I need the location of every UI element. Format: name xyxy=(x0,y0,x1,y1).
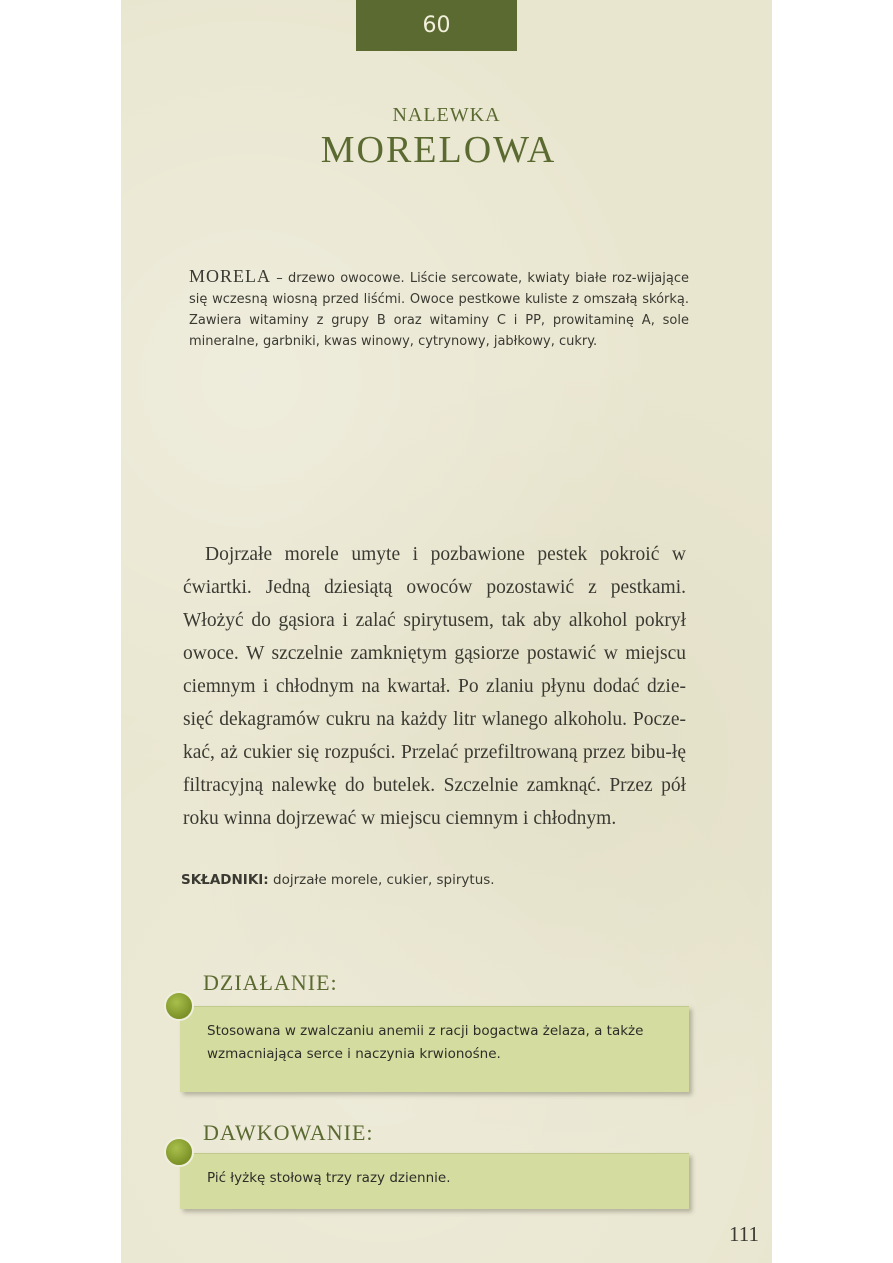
ingredients-line xyxy=(181,872,701,888)
recipe-number-tab xyxy=(356,0,517,51)
ingredients-label: SKŁADNIKI: xyxy=(181,872,269,888)
recipe-subtitle: NALEWKA xyxy=(392,104,501,126)
book-page xyxy=(121,0,772,1263)
dosage-bullet-icon xyxy=(164,1137,194,1167)
page-number: 111 xyxy=(729,1222,759,1246)
action-box xyxy=(180,1006,689,1092)
recipe-number: 60 xyxy=(422,13,451,38)
action-text: Stosowana w zwalczaniu anemii z racji bogactwa żelaza, a także wzmacniająca serce i naczynia krwionośne. xyxy=(207,1023,644,1062)
ingredients-text: dojrzałe morele, cukier, spirytus. xyxy=(268,872,495,888)
action-heading: DZIAŁANIE: xyxy=(203,970,338,995)
recipe-title: MORELOWA xyxy=(320,129,557,171)
action-bullet-icon xyxy=(164,991,194,1021)
dosage-box xyxy=(180,1153,689,1209)
dosage-text: Pić łyżkę stołową trzy razy dziennie. xyxy=(207,1170,451,1186)
intro-term: MORELA xyxy=(189,266,271,286)
intro-paragraph xyxy=(189,266,689,352)
intro-text: – drzewo owocowe. Liście sercowate, kwiaty białe roz-wijające się wczesną wiosną przed liśćmi. Owoce pestkowe kuliste z omszałą skórką. Zawiera witaminy z grupy B oraz witaminy C i PP, prowitaminę A, sole mineralne, garbniki, kwas winowy, cytrynowy, jabłkowy, cukry. xyxy=(189,271,689,349)
dosage-heading: DAWKOWANIE: xyxy=(203,1120,374,1145)
recipe-instructions: Dojrzałe morele umyte i pozbawione pestek pokroić w ćwiartki. Jedną dziesiątą owoców pozostawić z pestkami. Włożyć do gąsiora i zalać spirytusem, tak aby alkohol pokrył owoce. W szczelnie zamkniętym gąsiorze postawić w miejscu ciemnym i chłodnym na kwartał. Po zlaniu płynu dodać dzie-sięć dekagramów cukru na każdy litr wlanego alkoholu. Pocze-kać, aż cukier się rozpuści. Przelać przefiltrowaną przez bibu-łę filtracyjną nalewkę do butelek. Szczelnie zamknąć. Przez pół roku winna dojrzewać w miejscu ciemnym i chłodnym. xyxy=(183,544,686,829)
